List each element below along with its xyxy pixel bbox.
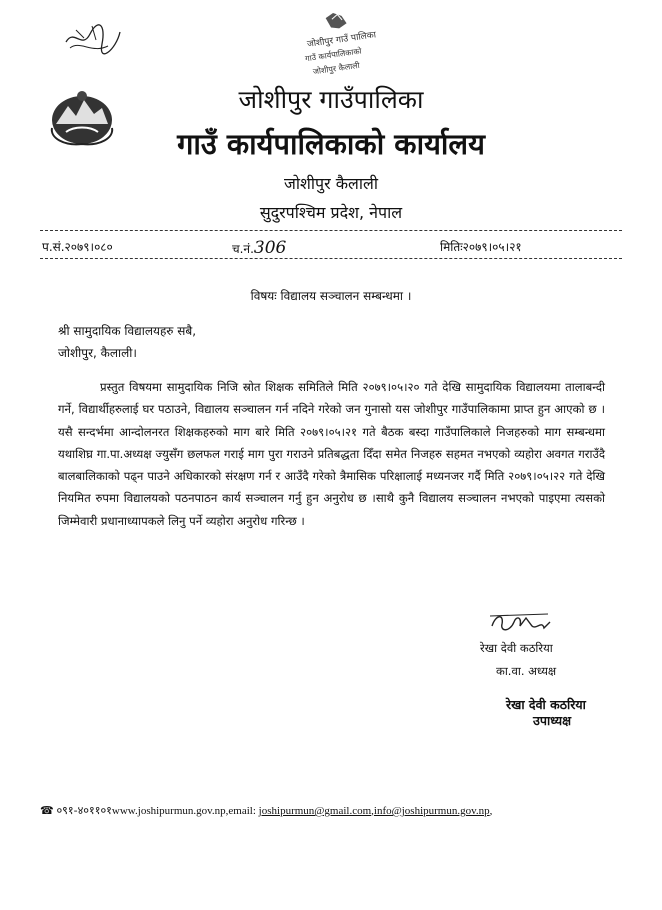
header-divider-top (40, 230, 622, 231)
footer-email-gmail[interactable]: joshipurmun@gmail.com (258, 805, 372, 817)
signatory-name: रेखा देवी कठरिया (480, 641, 553, 655)
municipality-name: जोशीपुर गाउँपालिका (238, 85, 424, 114)
phone-icon: ☎ (40, 804, 54, 817)
signatory-stamp-name: रेखा देवी कठरिया (506, 697, 586, 712)
footer-trailing: , (489, 805, 493, 817)
chalani-label: च.नं. (232, 242, 254, 256)
letter-subject: विषयः विद्यालय सञ्चालन सम्बन्धमा । (250, 289, 412, 303)
header-divider-bottom (40, 258, 622, 259)
official-seal-stamp (300, 10, 386, 86)
office-name: गाउँ कार्यपालिकाको कार्यालय (177, 127, 485, 161)
chalani-handwritten-number: 306 (253, 238, 287, 258)
letter-date: मितिः२०७९।०५।२१ (440, 240, 522, 254)
footer-contact (40, 803, 492, 818)
handwritten-scribble (62, 20, 122, 56)
signatory-role: का.वा. अध्यक्ष (496, 664, 557, 678)
addressee-line-2: जोशीपुर, कैलाली। (58, 346, 137, 360)
letter-body: प्रस्तुत विषयमा सामुदायिक निजि स्रोत शिक्षक समितिले मिति २०७९।०५।२० गते देखि सामुदायिक विद्यालयमा तालाबन्दी गर्ने, विद्यार्थीहरुलाई घर पठाउने, विद्यालय सञ्चालन गर्न नदिने गरेको जन गुनासो यस जोशीपुर गाउँपालिकामा प्राप्त हुन आएको छ ।यसै सन्दर्भमा आन्दोलनरत शिक्षकहरुको माग बारे मिति २०७९।०५।२१ गते बैठक बस्दा गाउँपालिकाले निजहरुको माग सम्बन्धमा यथाशिघ्र गा.पा.अध्यक्ष ज्युसँग छलफल गराई माग पुरा गराउने प्रतिबद्धता दिँदा समेत निजहरु सहमत नभएको व्यहोरा अवगत गराउँदै बालबालिकाको पढ्न पाउने अधिकारको संरक्षण गर्न र आउँदै गरेको त्रैमासिक परिक्षालाई मध्यनजर गर्दै मिति २०७९।०५।२२ गते देखि नियमित रुपमा विद्यालयको पठनपाठन कार्य सञ्चालन गर्नु हुन अनुरोध छ ।साथै कुनै विद्यालय सञ्चालन नभएको पाइएमा त्यसको जिम्मेवारी प्रधानाध्यापकले लिनु पर्ने व्यहोरा अनुरोध गरिन्छ । (58, 380, 605, 528)
footer-email-info[interactable]: info@joshipurmun.gov.np (373, 805, 490, 817)
svg-text:गाउँ कार्यपालिकाको: गाउँ कार्यपालिकाको (304, 46, 363, 64)
svg-text:जोशीपुर गाउँ पालिका: जोशीपुर गाउँ पालिका (306, 30, 377, 50)
office-province: सुदुरपश्चिम प्रदेश, नेपाल (259, 203, 403, 222)
signatory-stamp-role: उपाध्यक्ष (533, 713, 572, 728)
addressee-line-1: श्री सामुदायिक विद्यालयहरु सबै, (58, 324, 197, 338)
chalani-number (232, 238, 286, 258)
svg-text:जोशीपुर कैलाली: जोशीपुर कैलाली (312, 60, 361, 77)
footer-phone: ०९१-४०११०१ (56, 804, 112, 817)
handwritten-signature (488, 608, 556, 638)
patra-sankhya: प.सं.२०७९।०८० (42, 240, 113, 254)
footer-website: www.joshipurmun.gov.np,email: (111, 805, 259, 817)
office-location: जोशीपुर कैलाली (283, 174, 379, 193)
footer-separator: , (371, 805, 374, 817)
